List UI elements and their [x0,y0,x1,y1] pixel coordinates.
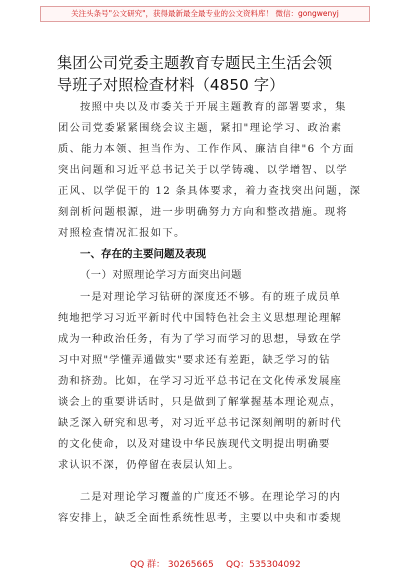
paragraph-line: 一是对理论学习钻研的深度还不够。有的班子成员单 [80,291,341,303]
contact-footer [0,555,408,571]
intro-line: 按照中央以及市委关于开展主题教育的部署要求，集 [80,101,347,113]
subsection-heading: （一）对照理论学习方面突出问题 [80,269,242,281]
paragraph-line: 二是对理论学习覆盖的广度还不够。在理论学习的内 [80,491,341,503]
paragraph-line: 纯地把学习习近平新时代中国特色社会主义思想理论理解 [58,312,342,324]
title-line-1: 集团公司党委主题教育专题民主生活会领 [57,54,333,72]
intro-line: 对照检查情况汇报如下。 [58,227,186,239]
intro-line: 正风、以学促干的 12 条具体要求，着力查找突出问题，深 [58,185,362,197]
paragraph-line: 缺乏深入研究和思考，对习近平总书记深刻阐明的新时代 [58,417,342,429]
section-heading: 一、存在的主要问题及表现 [80,248,206,260]
paragraph-line: 习中对照"学懂弄通做实"要求还有差距，缺乏学习的钻 [58,354,331,366]
intro-line: 突出问题和习近平总书记关于以学铸魂、以学增智、以学 [58,164,348,176]
paragraph-line: 谈会上的重要讲话时，只是做到了解掌握基本理论观点， [58,396,342,408]
qq-number: QQ：535304092 [226,560,301,570]
promo-banner: 关注头条号"公文研究"，获得最新最全最专业的公文资料库！ 微信：gongwenyj [40,6,370,22]
paragraph-line: 的文化使命，以及对建设中华民族现代文明提出明确要 [58,438,331,450]
document-title [57,52,357,96]
intro-line: 刻剖析问题根源，进一步明确努力方向和整改措施。现将 [58,206,348,218]
paragraph-line: 成为一种政治任务，有为了学习而学习的思想，导致在学 [58,333,342,345]
qq-group-number: QQ 群： 30265665 [130,560,214,570]
title-line-2: 导班子对照检查材料（4850 字） [57,76,285,94]
intro-line: 质、能力本领、担当作为、工作作风、廉洁自律"6 个方面 [58,143,355,155]
intro-line: 团公司党委紧紧围绕会议主题，紧扣"理论学习、政治素 [58,122,343,134]
paragraph-line: 求认识不深，仍停留在表层认知上。 [58,459,240,471]
paragraph-line: 容安排上，缺乏全面性系统性思考，主要以中央和市委规 [58,512,342,524]
paragraph-line: 劲和挤劲。比如，在学习习近平总书记在文化传承发展座 [58,375,342,387]
